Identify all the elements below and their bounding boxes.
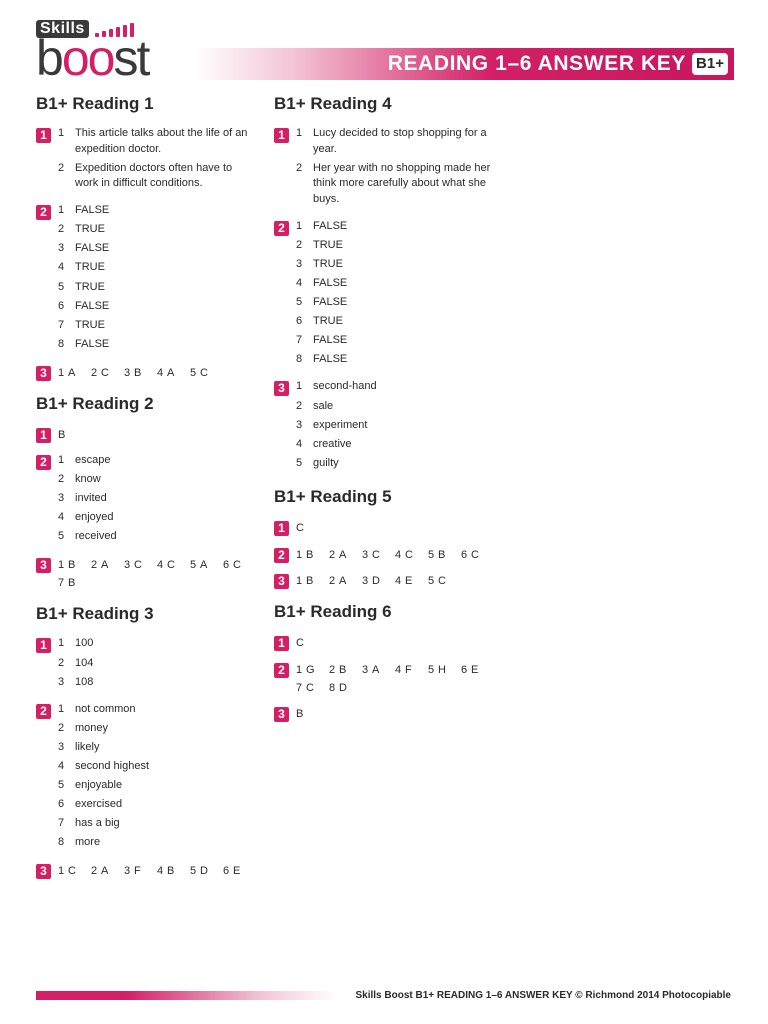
item-number: 5 — [296, 456, 303, 469]
item-number: 2 — [58, 473, 65, 486]
task-1 — [36, 426, 258, 445]
item-number: 2 — [296, 399, 303, 412]
pair-answer: B — [438, 548, 446, 561]
answer-pair — [329, 546, 362, 564]
list-item — [296, 418, 496, 434]
list-item — [58, 529, 258, 545]
answer-pair — [329, 572, 362, 590]
list-item — [58, 702, 258, 718]
item-number: 5 — [58, 530, 65, 543]
item-number: 5 — [296, 296, 303, 309]
item-answer: money — [75, 721, 109, 734]
section-reading-5 — [274, 485, 496, 590]
answer-pair — [157, 364, 190, 382]
pair-number: 2 — [91, 865, 98, 878]
task-number-badge: 3 — [274, 707, 289, 722]
answer-pair — [157, 862, 190, 880]
item-number: 1 — [296, 127, 303, 139]
item-answer: FALSE — [75, 204, 110, 217]
item-number: 3 — [58, 740, 65, 753]
list-item — [58, 797, 258, 813]
task-number-badge: 3 — [36, 864, 51, 879]
item-answer: FALSE — [313, 276, 348, 289]
section-reading-4 — [274, 92, 496, 475]
pair-answer: F — [405, 663, 412, 676]
answer-pair — [296, 661, 329, 679]
pair-answer: A — [372, 663, 380, 676]
item-number: 1 — [58, 637, 65, 650]
item-answer: not common — [75, 702, 136, 715]
task-3 — [274, 379, 496, 474]
task-3 — [36, 556, 258, 592]
pair-answer: C — [233, 559, 241, 572]
pair-answer: C — [200, 366, 208, 379]
list-item — [58, 759, 258, 775]
item-number: 7 — [296, 334, 303, 347]
pair-number: 3 — [124, 865, 131, 878]
item-answer: know — [75, 473, 101, 486]
item-number: 1 — [58, 702, 65, 715]
logo-skills-label: Skills — [36, 20, 89, 38]
item-answer: creative — [313, 437, 352, 450]
item-answer: FALSE — [75, 242, 110, 255]
item-number: 3 — [58, 492, 65, 505]
pair-answer: D — [200, 865, 208, 878]
item-answer: TRUE — [75, 318, 105, 331]
answer-pair — [58, 556, 91, 574]
answer-pair — [428, 572, 461, 590]
item-number: 2 — [58, 656, 65, 669]
answer-pair — [124, 364, 157, 382]
list-item — [296, 333, 496, 349]
item-answer: enjoyable — [75, 779, 123, 792]
list-item — [58, 318, 258, 334]
item-number: 1 — [296, 380, 303, 393]
task-3 — [36, 862, 258, 880]
item-number: 4 — [58, 511, 65, 524]
task-1 — [274, 126, 496, 211]
task-1 — [274, 519, 496, 538]
task-3 — [274, 705, 496, 724]
section-reading-1 — [36, 92, 258, 382]
pair-answer: B — [339, 663, 347, 676]
item-number: 6 — [58, 798, 65, 811]
item-number: 5 — [58, 779, 65, 792]
list-item — [58, 260, 258, 276]
section-title: B1+ Reading 1 — [36, 94, 154, 113]
answer-pair — [190, 364, 223, 382]
pair-number: 7 — [58, 577, 65, 590]
left-column — [36, 92, 258, 890]
answer-pair — [223, 862, 256, 880]
list-item — [58, 816, 258, 832]
answer-pair — [428, 661, 461, 679]
item-number: 2 — [58, 223, 65, 236]
answer-pair — [157, 556, 190, 574]
section-reading-3 — [36, 602, 258, 880]
task-1 — [36, 636, 258, 693]
answer-pair — [124, 862, 157, 880]
list-item — [58, 241, 258, 257]
pair-number: 2 — [91, 366, 98, 379]
item-number: 7 — [58, 817, 65, 830]
task-number-badge: 3 — [274, 381, 289, 396]
list-item — [58, 337, 258, 353]
list-item — [58, 161, 258, 192]
list-item — [58, 510, 258, 526]
pair-number: 3 — [362, 548, 369, 561]
pair-number: 5 — [428, 574, 435, 587]
pair-number: 3 — [362, 663, 369, 676]
pair-answer: C — [68, 865, 76, 878]
item-number: 3 — [296, 257, 303, 270]
list-item — [58, 453, 258, 469]
item-number: 2 — [58, 161, 65, 174]
item-answer: exercised — [75, 798, 123, 811]
item-number: 3 — [58, 242, 65, 255]
item-answer: TRUE — [313, 315, 343, 328]
pair-answer: G — [306, 663, 315, 676]
list-item — [296, 399, 496, 415]
answer-pair — [91, 862, 124, 880]
item-number: 4 — [296, 437, 303, 450]
pair-number: 4 — [395, 663, 402, 676]
pair-answer: B — [167, 865, 175, 878]
item-number: 4 — [58, 261, 65, 274]
item-answer: Lucy decided to stop shopping for a year. — [313, 127, 487, 155]
item-number: 4 — [58, 759, 65, 772]
task-number-badge: 1 — [36, 128, 51, 143]
item-answer: guilty — [313, 456, 339, 469]
pair-number: 1 — [58, 366, 65, 379]
list-item — [58, 491, 258, 507]
item-answer: TRUE — [75, 280, 105, 293]
answer-pair — [58, 574, 91, 592]
list-item — [296, 126, 496, 157]
pair-answer: C — [438, 574, 446, 587]
task-2 — [36, 453, 258, 548]
item-answer: 108 — [75, 675, 94, 688]
task-number-badge: 3 — [36, 366, 51, 381]
task-1 — [36, 126, 258, 195]
pair-answer: C — [101, 366, 109, 379]
pair-answer: A — [68, 366, 76, 379]
answer-pair — [296, 572, 329, 590]
item-number: 6 — [296, 315, 303, 328]
task-number-badge: 1 — [274, 128, 289, 143]
item-number: 4 — [296, 276, 303, 289]
pair-answer: B — [306, 548, 314, 561]
item-number: 1 — [58, 204, 65, 217]
section-reading-2 — [36, 392, 258, 592]
list-item — [296, 295, 496, 311]
list-item — [58, 778, 258, 794]
answer-pair — [329, 661, 362, 679]
item-answer: FALSE — [75, 337, 110, 350]
title-banner — [196, 48, 734, 80]
pair-answer: D — [372, 574, 380, 587]
pair-answer: B — [68, 577, 76, 590]
pair-answer: A — [339, 548, 347, 561]
pair-answer: D — [339, 681, 347, 694]
pair-number: 1 — [58, 559, 65, 572]
pair-answer: E — [233, 865, 241, 878]
level-badge: B1+ — [692, 53, 728, 75]
item-answer: 100 — [75, 637, 94, 650]
list-item — [296, 238, 496, 254]
item-answer: This article talks about the life of an expedition doctor. — [75, 127, 248, 155]
answer-pair — [428, 546, 461, 564]
item-answer: TRUE — [313, 238, 343, 251]
list-item — [58, 299, 258, 315]
list-item — [58, 675, 258, 691]
task-number-badge: 2 — [274, 663, 289, 678]
section-title: B1+ Reading 5 — [274, 486, 392, 506]
pair-number: 3 — [124, 559, 131, 572]
list-item — [58, 636, 258, 652]
pair-answer: B — [134, 366, 142, 379]
pair-answer: C — [167, 559, 175, 572]
task-2 — [36, 203, 258, 356]
pair-answer: F — [134, 865, 141, 878]
item-answer: sale — [313, 399, 334, 412]
pair-number: 6 — [461, 663, 468, 676]
answer: C — [296, 636, 304, 649]
pair-number: 4 — [157, 559, 164, 572]
pair-answer: C — [306, 681, 314, 694]
item-answer: second-hand — [313, 380, 377, 393]
pair-number: 3 — [124, 366, 131, 379]
list-item — [58, 721, 258, 737]
item-number: 8 — [296, 353, 303, 366]
pair-number: 5 — [190, 366, 197, 379]
task-number-badge: 3 — [274, 574, 289, 589]
list-item — [296, 161, 496, 208]
answer-pair — [190, 556, 223, 574]
list-item — [58, 740, 258, 756]
pair-number: 7 — [296, 681, 303, 694]
pair-number: 2 — [91, 559, 98, 572]
task-1 — [274, 634, 496, 653]
task-number-badge: 1 — [274, 521, 289, 536]
task-number-badge: 1 — [274, 636, 289, 651]
task-2 — [274, 546, 496, 564]
pair-answer: A — [200, 559, 208, 572]
pair-answer: A — [101, 865, 109, 878]
right-column — [274, 92, 496, 734]
list-item — [296, 456, 496, 472]
item-answer: escape — [75, 453, 111, 466]
section-title: B1+ Reading 2 — [36, 393, 154, 413]
answer-pair — [190, 862, 223, 880]
pair-number: 1 — [296, 574, 303, 587]
pair-number: 3 — [362, 574, 369, 587]
pair-number: 1 — [296, 548, 303, 561]
item-number: 7 — [58, 318, 65, 331]
list-item — [58, 280, 258, 296]
item-answer: FALSE — [75, 299, 110, 312]
list-item — [58, 656, 258, 672]
item-answer: TRUE — [75, 261, 105, 274]
item-answer: FALSE — [313, 353, 348, 366]
task-2 — [274, 661, 496, 697]
pair-number: 1 — [58, 865, 65, 878]
item-answer: Expedition doctors often have to work in difficult conditions. — [75, 161, 233, 190]
pair-number: 5 — [190, 559, 197, 572]
pair-number: 5 — [190, 865, 197, 878]
answer-pair — [461, 546, 494, 564]
task-number-badge: 2 — [274, 221, 289, 236]
item-number: 6 — [58, 299, 65, 312]
item-number: 3 — [58, 675, 65, 688]
pair-number: 4 — [395, 548, 402, 561]
list-item — [296, 352, 496, 368]
list-item — [58, 472, 258, 488]
list-item — [296, 257, 496, 273]
item-answer: enjoyed — [75, 511, 114, 524]
pair-number: 4 — [395, 574, 402, 587]
pair-answer: B — [68, 559, 76, 572]
item-number: 1 — [58, 127, 65, 139]
pair-number: 1 — [296, 663, 303, 676]
answer-pair — [362, 661, 395, 679]
answer: B — [296, 707, 304, 720]
pair-answer: A — [339, 574, 347, 587]
task-number-badge: 2 — [36, 455, 51, 470]
pair-answer: H — [438, 663, 446, 676]
pair-answer: B — [306, 574, 314, 587]
section-title: B1+ Reading 3 — [36, 604, 154, 624]
item-answer: invited — [75, 492, 107, 505]
list-item — [296, 276, 496, 292]
item-number: 8 — [58, 337, 65, 350]
footer-gradient-bar — [36, 991, 336, 1000]
pair-number: 5 — [428, 663, 435, 676]
logo-boost-wordmark: boost — [36, 30, 149, 86]
answer-pair — [461, 661, 494, 679]
item-answer: Her year with no shopping made her think more carefully about what she buys. — [313, 161, 491, 205]
list-item — [58, 203, 258, 219]
skills-boost-logo — [36, 18, 206, 86]
answer: C — [296, 521, 304, 534]
section-title: B1+ Reading 4 — [274, 94, 392, 113]
task-number-badge: 1 — [36, 428, 51, 443]
answer-pair — [395, 661, 428, 679]
answer-pair — [362, 546, 395, 564]
task-3 — [36, 364, 258, 382]
task-3 — [274, 572, 496, 590]
pair-number: 6 — [223, 559, 230, 572]
list-item — [296, 219, 496, 235]
item-answer: received — [75, 530, 117, 543]
pair-number: 6 — [461, 548, 468, 561]
answer-pair — [296, 679, 329, 697]
list-item — [296, 314, 496, 330]
pair-answer: E — [471, 663, 479, 676]
item-answer: has a big — [75, 817, 120, 830]
footer-copyright: Skills Boost B1+ READING 1–6 ANSWER KEY © Richmond 2014 Photocopiable — [355, 990, 731, 1001]
list-item — [58, 835, 258, 851]
task-number-badge: 3 — [36, 558, 51, 573]
section-reading-6 — [274, 600, 496, 724]
item-number: 2 — [296, 238, 303, 251]
item-answer: FALSE — [313, 219, 348, 232]
item-number: 8 — [58, 836, 65, 849]
item-answer: FALSE — [313, 334, 348, 347]
task-number-badge: 2 — [274, 548, 289, 563]
pair-answer: A — [167, 366, 175, 379]
answer: B — [58, 428, 66, 441]
answer-pair — [223, 556, 256, 574]
item-answer: FALSE — [313, 296, 348, 309]
item-answer: TRUE — [313, 257, 343, 270]
page-title: READING 1–6 ANSWER KEY — [387, 52, 686, 75]
task-number-badge: 1 — [36, 638, 51, 653]
pair-answer: C — [471, 548, 479, 561]
item-number: 3 — [296, 418, 303, 431]
pair-number: 5 — [428, 548, 435, 561]
answer-pair — [329, 679, 362, 697]
pair-number: 2 — [329, 663, 336, 676]
task-2 — [274, 219, 496, 372]
list-item — [296, 379, 496, 395]
item-number: 2 — [296, 161, 303, 174]
section-title: B1+ Reading 6 — [274, 601, 392, 621]
answer-pair — [58, 364, 91, 382]
answer-pair — [58, 862, 91, 880]
item-answer: TRUE — [75, 223, 105, 236]
task-2 — [36, 702, 258, 855]
pair-number: 4 — [157, 366, 164, 379]
pair-number: 6 — [223, 865, 230, 878]
pair-answer: C — [405, 548, 413, 561]
answer-pair — [91, 556, 124, 574]
item-number: 1 — [296, 219, 303, 232]
pair-answer: E — [405, 574, 413, 587]
pair-number: 4 — [157, 865, 164, 878]
pair-answer: C — [134, 559, 142, 572]
answer-pair — [296, 546, 329, 564]
answer-pair — [124, 556, 157, 574]
item-answer: experiment — [313, 418, 368, 431]
task-number-badge: 2 — [36, 205, 51, 220]
item-answer: 104 — [75, 656, 94, 669]
item-number: 1 — [58, 453, 65, 466]
item-answer: likely — [75, 740, 100, 753]
task-number-badge: 2 — [36, 704, 51, 719]
pair-answer: A — [101, 559, 109, 572]
pair-number: 8 — [329, 681, 336, 694]
list-item — [296, 437, 496, 453]
pair-number: 2 — [329, 574, 336, 587]
list-item — [58, 126, 258, 157]
item-number: 2 — [58, 721, 65, 734]
item-number: 5 — [58, 280, 65, 293]
answer-pair — [395, 546, 428, 564]
list-item — [58, 222, 258, 238]
item-answer: second highest — [75, 759, 149, 772]
answer-pair — [395, 572, 428, 590]
pair-answer: C — [372, 548, 380, 561]
answer-pair — [362, 572, 395, 590]
pair-number: 2 — [329, 548, 336, 561]
answer-pair — [91, 364, 124, 382]
item-answer: more — [75, 836, 101, 849]
